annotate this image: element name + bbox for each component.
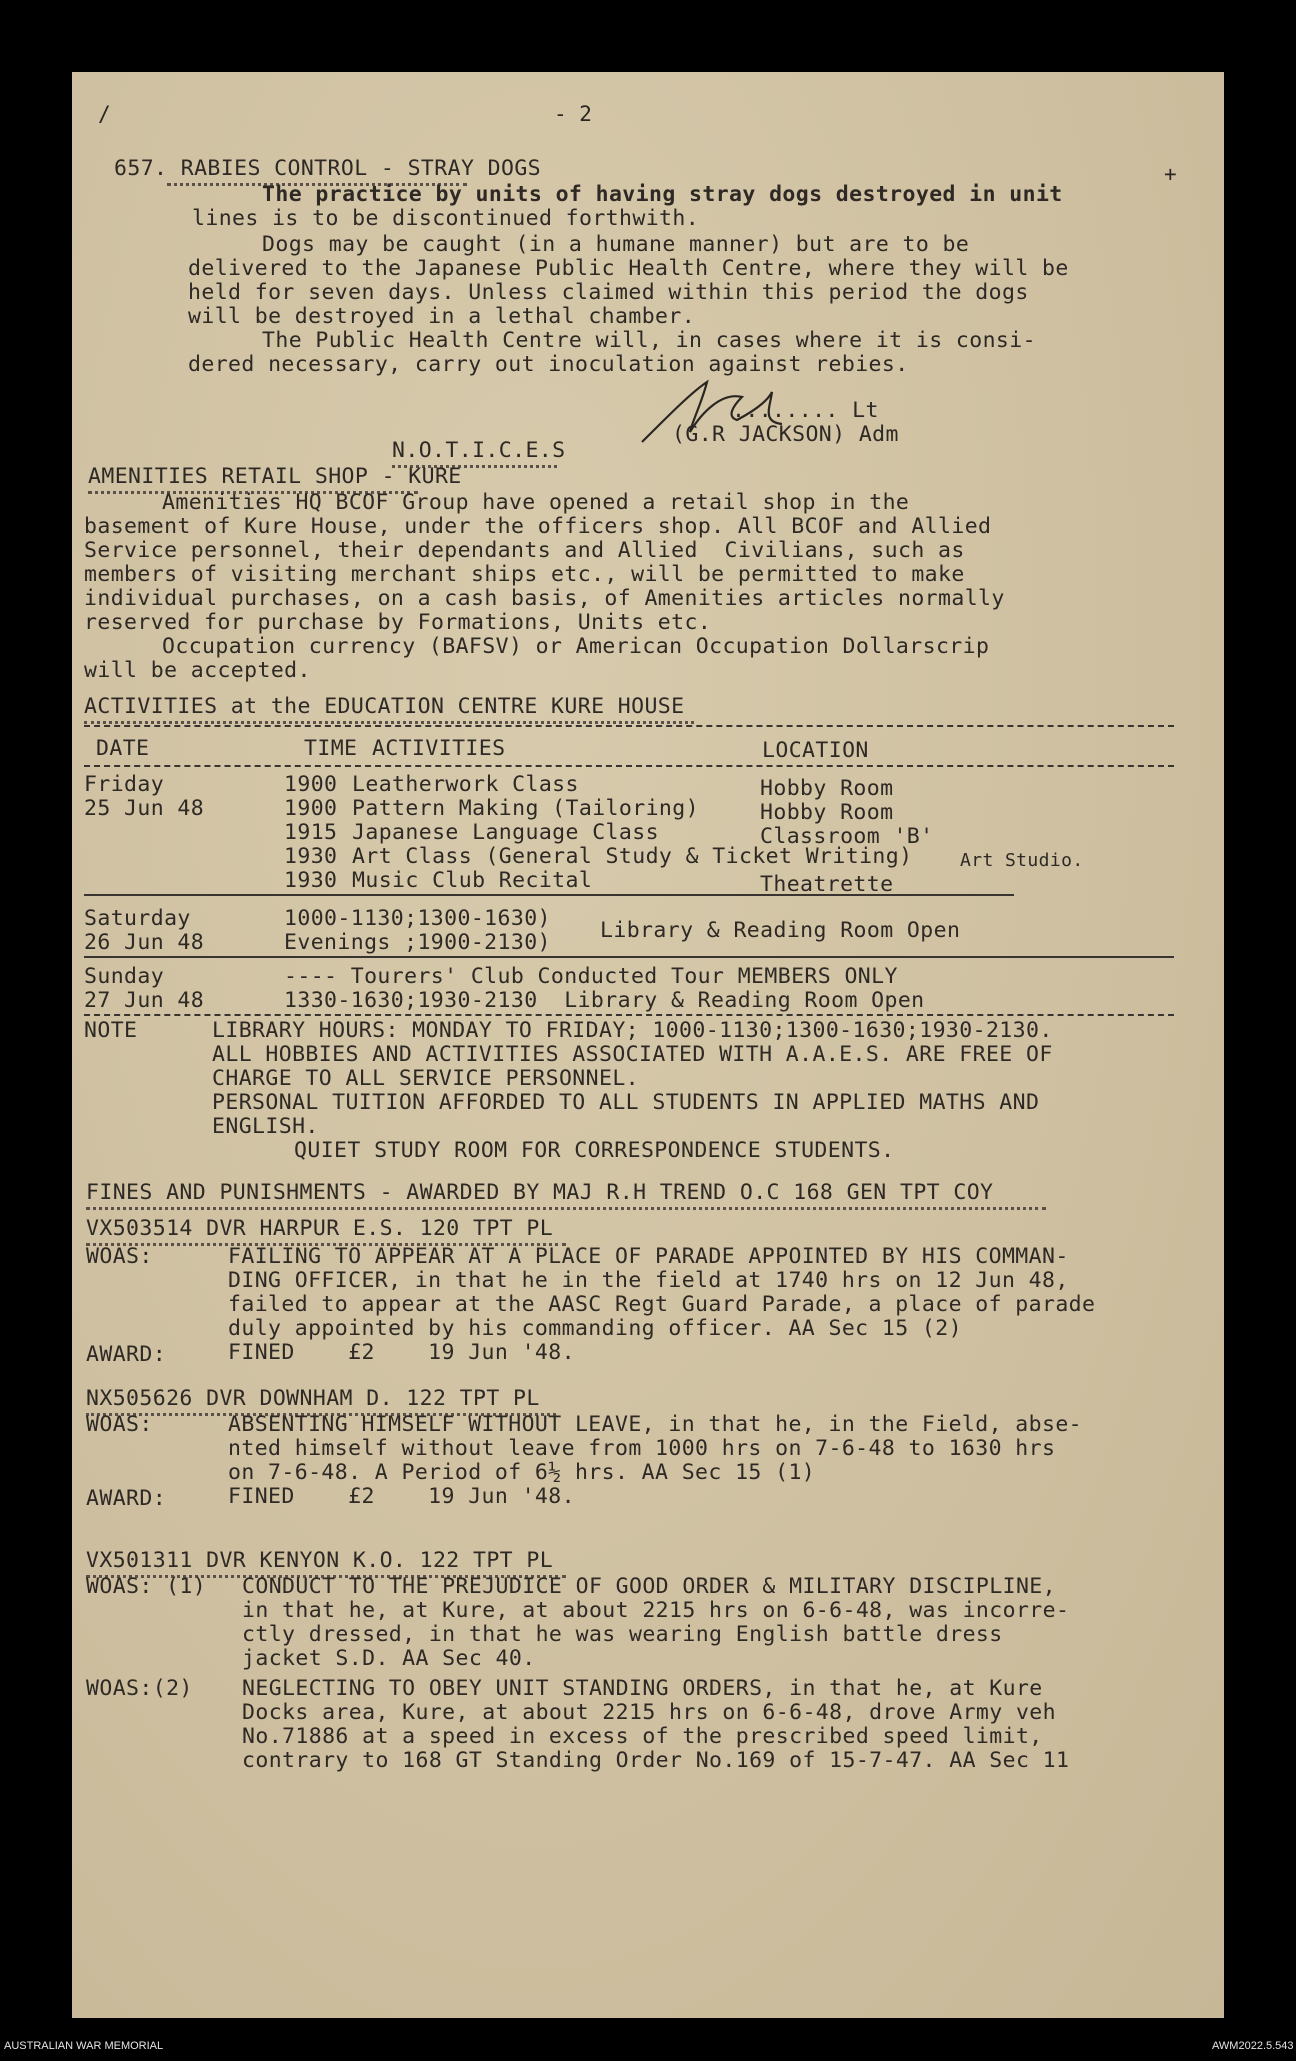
case-line: jacket S.D. AA Sec 40. — [242, 1646, 536, 1671]
sunday-day: Sunday — [84, 964, 165, 989]
note-line: PERSONAL TUITION AFFORDED TO ALL STUDENTS IN APPLIED MATHS AND — [212, 1090, 1040, 1115]
friday-activity: Art Class (General Study & Ticket Writing) — [352, 844, 913, 869]
woas-label: WOAS:(2) — [86, 1676, 193, 1701]
award-value: FINED £2 19 Jun '48. — [228, 1484, 575, 1509]
column-header-time: TIME — [304, 736, 358, 761]
activities-heading: ACTIVITIES at the EDUCATION CENTRE KURE HOUSE — [84, 694, 685, 719]
case-line: CONDUCT TO THE PREJUDICE OF GOOD ORDER & MILITARY DISCIPLINE, — [242, 1574, 1056, 1599]
friday-activity: Music Club Recital — [352, 868, 593, 893]
sunday-line: ---- Tourers' Club Conducted Tour MEMBERS ONLY — [284, 964, 898, 989]
page-number: - 2 — [554, 102, 592, 126]
table-rule — [84, 725, 1174, 727]
signature-rank: ........ Lt — [732, 398, 879, 423]
amenities-line: members of visiting merchant ships etc., will be permitted to make — [84, 562, 965, 587]
case-line: duly appointed by his commanding officer. AA Sec 15 (2) — [228, 1316, 962, 1341]
case-line: on 7-6-48. A Period of 6½ hrs. AA Sec 15 (1) — [228, 1460, 816, 1485]
friday-time: 1930 — [284, 868, 338, 893]
friday-location: Theatrette — [760, 872, 894, 897]
friday-activity: Japanese Language Class — [352, 820, 659, 845]
woas-label: WOAS: (1) — [86, 1574, 207, 1599]
table-rule — [84, 765, 1174, 767]
case-line: in that he, at Kure, at about 2215 hrs on 6-6-48, was incorre- — [242, 1598, 1070, 1623]
rabies-line: will be destroyed in a lethal chamber. — [188, 304, 696, 329]
amenities-line: Service personnel, their dependants and Allied Civilians, such as — [84, 538, 965, 563]
case-line: DING OFFICER, in that he in the field at 1740 hrs on 12 Jun 48, — [228, 1268, 1069, 1293]
amenities-line: basement of Kure House, under the officers shop. All BCOF and Allied — [84, 514, 992, 539]
case-line: NEGLECTING TO OBEY UNIT STANDING ORDERS, in that he, at Kure — [242, 1676, 1043, 1701]
note-line: ALL HOBBIES AND ACTIVITIES ASSOCIATED WITH A.A.E.S. ARE FREE OF — [212, 1042, 1053, 1067]
friday-location: Hobby Room — [760, 776, 894, 801]
notices-heading: N.O.T.I.C.E.S — [392, 438, 566, 463]
note-label: NOTE — [84, 1018, 138, 1043]
rabies-line: The practice by units of having stray dogs destroyed in unit — [262, 182, 1063, 207]
rabies-line: lines is to be discontinued forthwith. — [192, 206, 700, 231]
friday-time: 1915 — [284, 820, 338, 845]
case-line: failed to appear at the AASC Regt Guard Parade, a place of parade — [228, 1292, 1096, 1317]
friday-activity: Pattern Making (Tailoring) — [352, 796, 699, 821]
case-id: VX503514 DVR HARPUR E.S. 120 TPT PL — [86, 1216, 554, 1241]
friday-time: 1900 — [284, 772, 338, 797]
case-id: VX501311 DVR KENYON K.O. 122 TPT PL — [86, 1548, 554, 1573]
fines-heading: FINES AND PUNISHMENTS - AWARDED BY MAJ R.H TREND O.C 168 GEN TPT COY — [86, 1180, 994, 1205]
saturday-day: Saturday — [84, 906, 191, 931]
rabies-line: The Public Health Centre will, in cases where it is consi- — [262, 328, 1036, 353]
award-label: AWARD: — [86, 1486, 167, 1511]
award-label: AWARD: — [86, 1342, 167, 1367]
signature-name: (G.R JACKSON) Adm — [672, 422, 899, 447]
rabies-heading: 657. RABIES CONTROL - STRAY DOGS — [114, 156, 542, 181]
rabies-line: held for seven days. Unless claimed within this period the dogs — [188, 280, 1029, 305]
column-header-location: LOCATION — [762, 738, 869, 763]
case-line: contrary to 168 GT Standing Order No.169 of 15-7-47. AA Sec 11 — [242, 1748, 1070, 1773]
footer-id: AWM2022.5.543 — [1212, 2040, 1294, 2052]
margin-mark-right: + — [1164, 162, 1177, 186]
column-header-activities: ACTIVITIES — [372, 736, 506, 761]
case-line: Docks area, Kure, at about 2215 hrs on 6-6-48, drove Army veh — [242, 1700, 1056, 1725]
saturday-time: Evenings ;1900-2130) — [284, 930, 551, 955]
amenities-line: Occupation currency (BAFSV) or American Occupation Dollarscrip — [162, 634, 990, 659]
margin-mark-left: / — [98, 102, 111, 126]
case-line: ctly dressed, in that he was wearing English battle dress — [242, 1622, 1003, 1647]
document-page — [72, 72, 1224, 2018]
case-id: NX505626 DVR DOWNHAM D. 122 TPT PL — [86, 1386, 540, 1411]
rabies-line: Dogs may be caught (in a humane manner) but are to be — [262, 232, 970, 257]
friday-activity: Leatherwork Class — [352, 772, 579, 797]
case-line: nted himself without leave from 1000 hrs on 7-6-48 to 1630 hrs — [228, 1436, 1056, 1461]
sunday-date: 27 Jun 48 — [84, 988, 205, 1013]
rabies-line: delivered to the Japanese Public Health Centre, where they will be — [188, 256, 1069, 281]
note-line: CHARGE TO ALL SERVICE PERSONNEL. — [212, 1066, 640, 1091]
woas-label: WOAS: — [86, 1244, 153, 1269]
case-line: No.71886 at a speed in excess of the prescribed speed limit, — [242, 1724, 1043, 1749]
saturday-date: 26 Jun 48 — [84, 930, 205, 955]
friday-time: 1930 — [284, 844, 338, 869]
friday-day: Friday — [84, 772, 165, 797]
rabies-line: dered necessary, carry out inoculation against rebies. — [188, 352, 909, 377]
heading-underline — [84, 721, 694, 724]
table-rule — [84, 1014, 1174, 1016]
saturday-activity: Library & Reading Room Open — [600, 918, 961, 943]
friday-date: 25 Jun 48 — [84, 796, 205, 821]
woas-label: WOAS: — [86, 1412, 153, 1437]
table-rule — [84, 956, 1174, 958]
amenities-line: reserved for purchase by Formations, Units etc. — [84, 610, 712, 635]
amenities-heading: AMENITIES RETAIL SHOP - KURE — [88, 464, 462, 489]
amenities-line: Amenities HQ BCOF Group have opened a retail shop in the — [162, 490, 910, 515]
friday-time: 1900 — [284, 796, 338, 821]
heading-underline — [86, 1207, 1046, 1210]
amenities-line: will be accepted. — [84, 658, 311, 683]
note-line: ENGLISH. — [212, 1114, 319, 1139]
case-line: FAILING TO APPEAR AT A PLACE OF PARADE APPOINTED BY HIS COMMAN- — [228, 1244, 1069, 1269]
saturday-time: 1000-1130;1300-1630) — [284, 906, 551, 931]
note-line: LIBRARY HOURS: MONDAY TO FRIDAY; 1000-1130;1300-1630;1930-2130. — [212, 1018, 1053, 1043]
friday-location: Art Studio. — [960, 850, 1084, 871]
column-header-date: DATE — [96, 736, 150, 761]
case-line: ABSENTING HIMSELF WITHOUT LEAVE, in that he, in the Field, abse- — [228, 1412, 1083, 1437]
friday-location: Classroom 'B' — [760, 824, 934, 849]
amenities-line: individual purchases, on a cash basis, of Amenities articles normally — [84, 586, 1005, 611]
award-value: FINED £2 19 Jun '48. — [228, 1340, 575, 1365]
note-line: QUIET STUDY ROOM FOR CORRESPONDENCE STUDENTS. — [294, 1138, 895, 1163]
table-rule — [84, 894, 1014, 896]
friday-location: Hobby Room — [760, 800, 894, 825]
sunday-line: 1330-1630;1930-2130 Library & Reading Room Open — [284, 988, 925, 1013]
footer-source: AUSTRALIAN WAR MEMORIAL — [4, 2040, 164, 2052]
